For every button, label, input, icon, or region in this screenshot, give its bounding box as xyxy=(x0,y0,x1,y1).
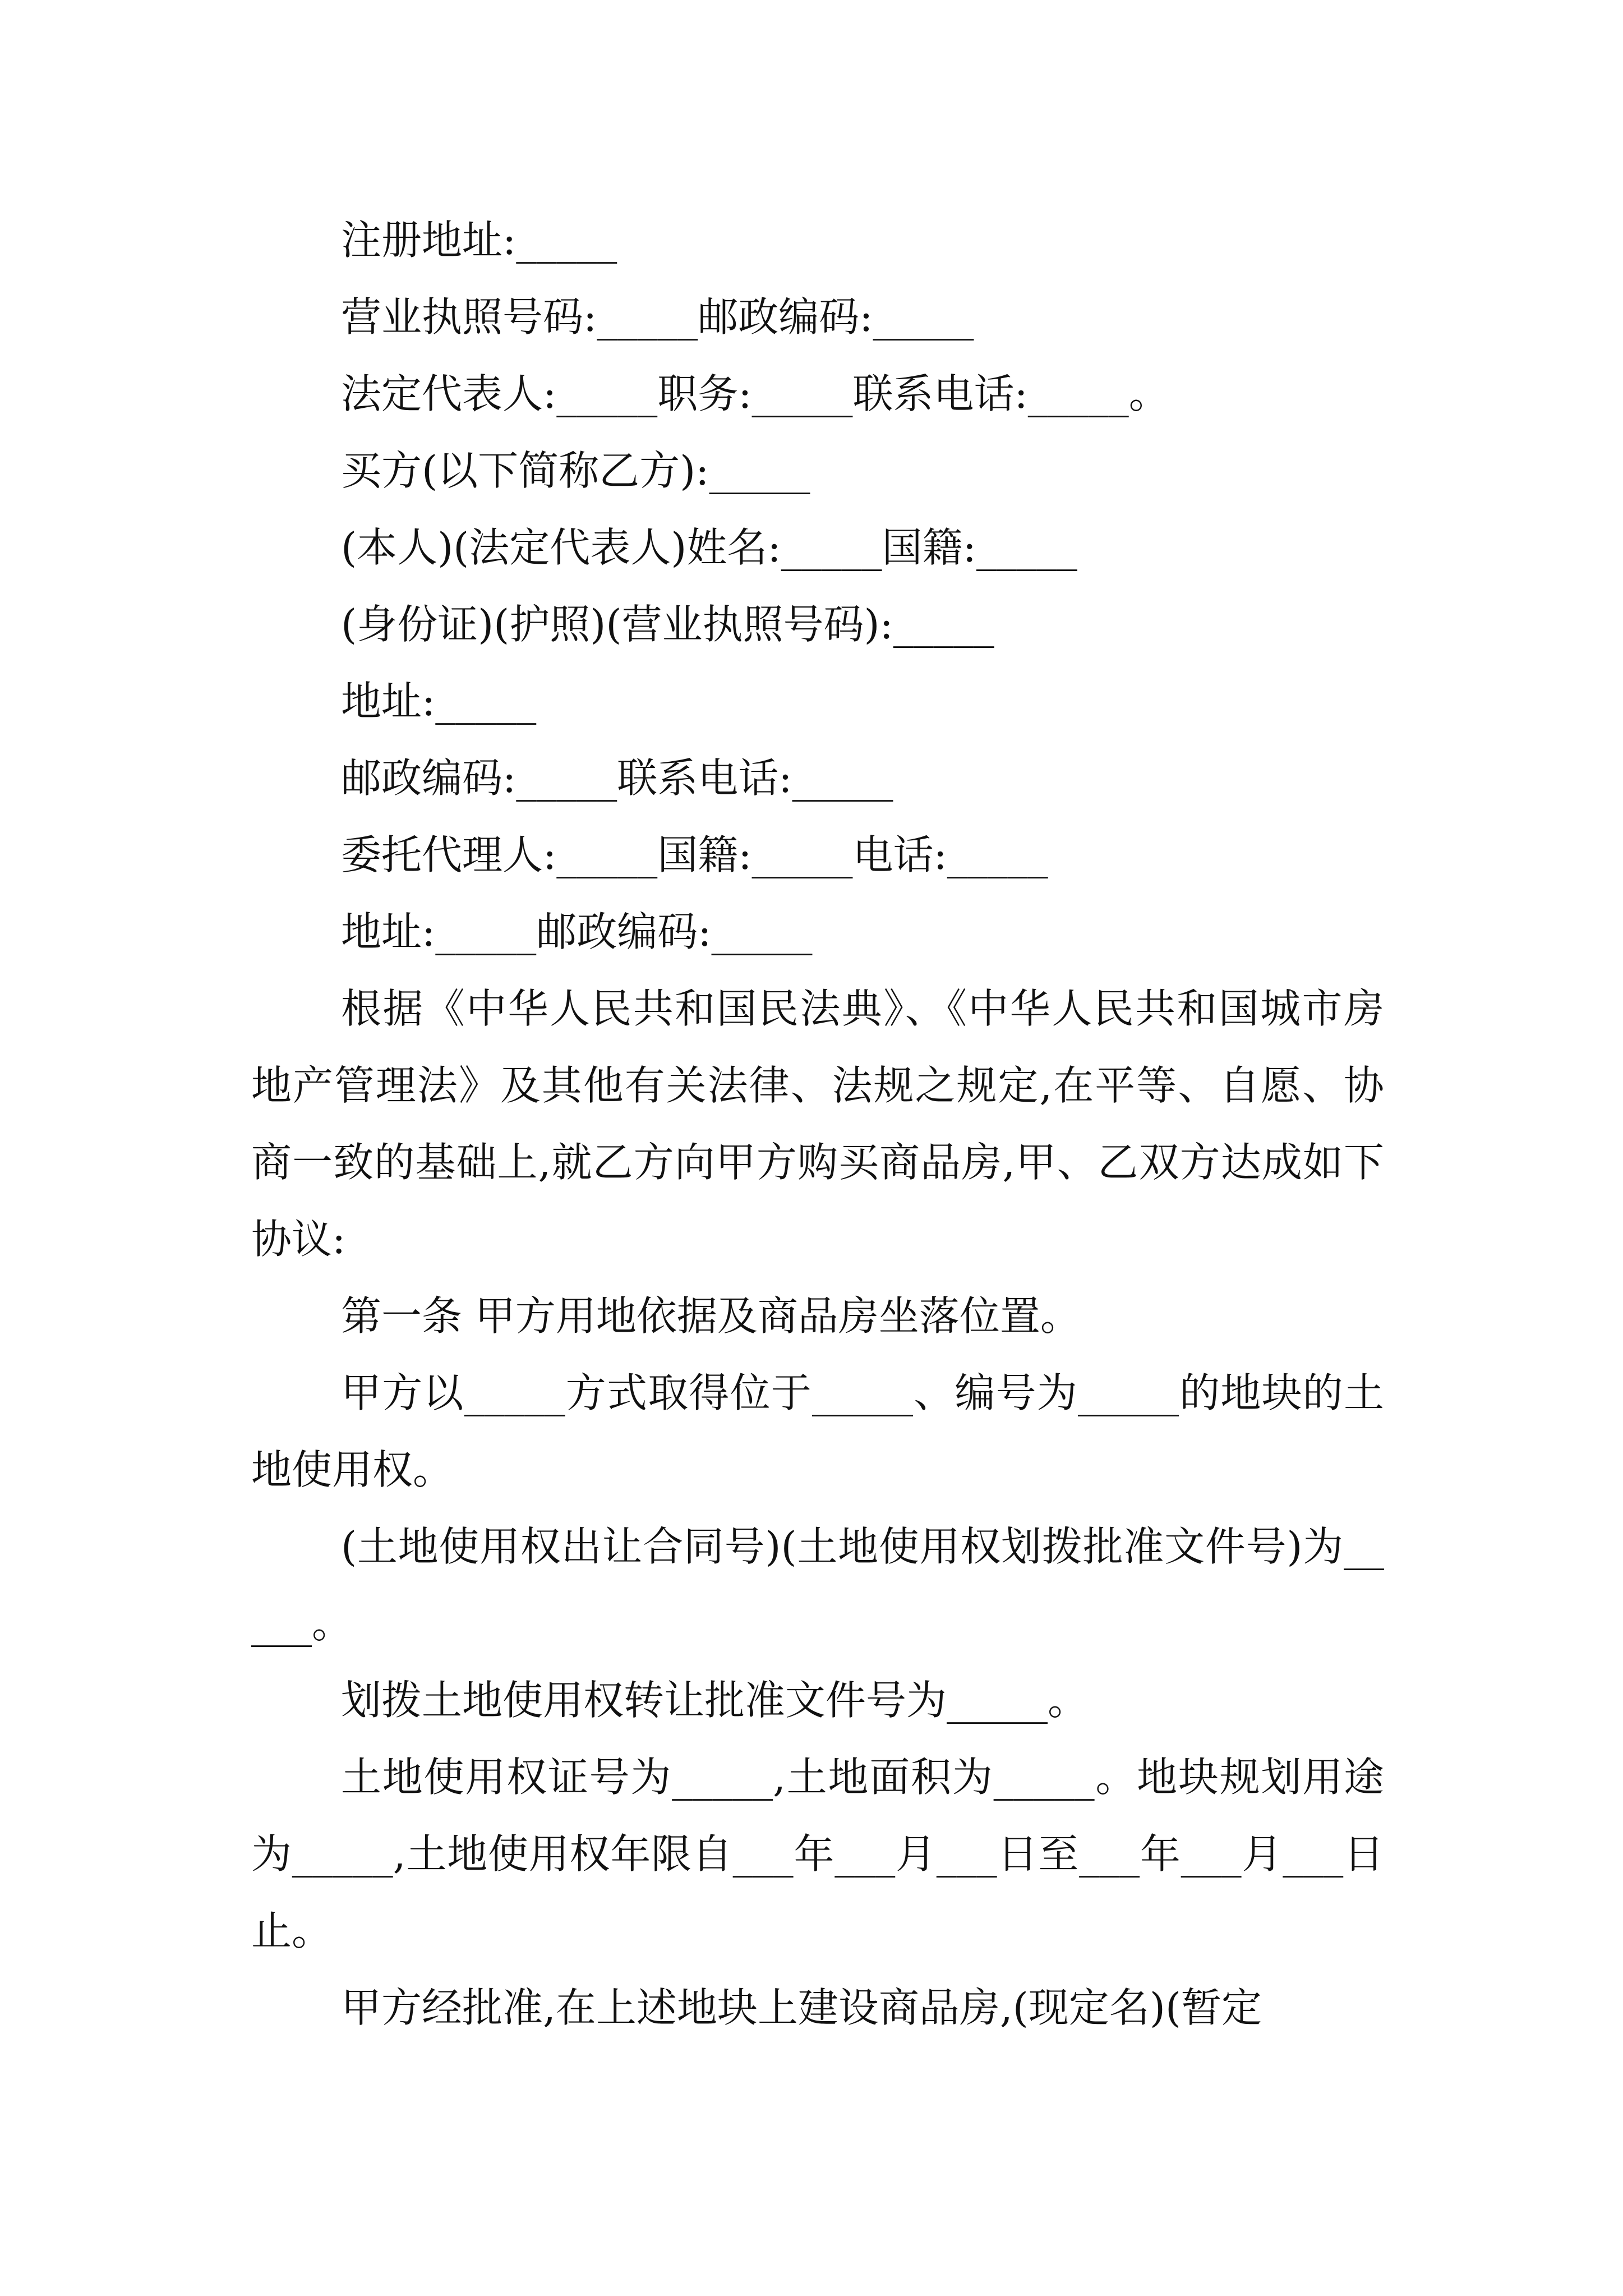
land-acquisition-paragraph: 甲方以_____方式取得位于_____、编号为_____的地块的土地使用权。 xyxy=(251,1369,1384,1493)
buyer-line: 买方(以下简称乙方):_____ xyxy=(341,447,810,494)
land-contract-number-paragraph: (土地使用权出让合同号)(土地使用权划拨批准文件号)为_____。 xyxy=(251,1523,1384,1647)
agent-address-line: 地址:_____邮政编码:_____ xyxy=(341,908,813,955)
buyer-id-line: (身份证)(护照)(营业执照号码):_____ xyxy=(341,601,994,648)
registered-address-line: 注册地址:_____ xyxy=(341,217,617,264)
construction-approval-paragraph: 甲方经批准,在上述地块上建设商品房,(现定名)(暂定 xyxy=(341,1984,1262,2031)
agent-line: 委托代理人:_____国籍:_____电话:_____ xyxy=(341,831,1048,878)
preamble-paragraph: 根据《中华人民共和国民法典》、《中华人民共和国城市房地产管理法》及其他有关法律、法规之规定,在平等、自愿、协商一致的基础上,就乙方向甲方购买商品房,甲、乙双方达成如下协议: xyxy=(251,985,1384,1263)
buyer-name-nationality-line: (本人)(法定代表人)姓名:_____国籍:_____ xyxy=(341,524,1077,571)
document-body xyxy=(251,202,1384,2046)
buyer-postcode-phone-line: 邮政编码:_____联系电话:_____ xyxy=(341,754,893,802)
business-license-line: 营业执照号码:_____邮政编码:_____ xyxy=(341,293,974,341)
article-one-heading: 第一条 甲方用地依据及商品房坐落位置。 xyxy=(341,1292,1081,1340)
legal-representative-line: 法定代表人:_____职务:_____联系电话:_____。 xyxy=(341,370,1169,417)
transfer-approval-paragraph: 划拨土地使用权转让批准文件号为_____。 xyxy=(341,1677,1089,1724)
buyer-address-line: 地址:_____ xyxy=(341,678,537,725)
land-certificate-paragraph: 土地使用权证号为_____,土地面积为_____。地块规划用途为_____,土地使用权年限自___年___月___日至___年___月___日止。 xyxy=(251,1754,1384,1954)
